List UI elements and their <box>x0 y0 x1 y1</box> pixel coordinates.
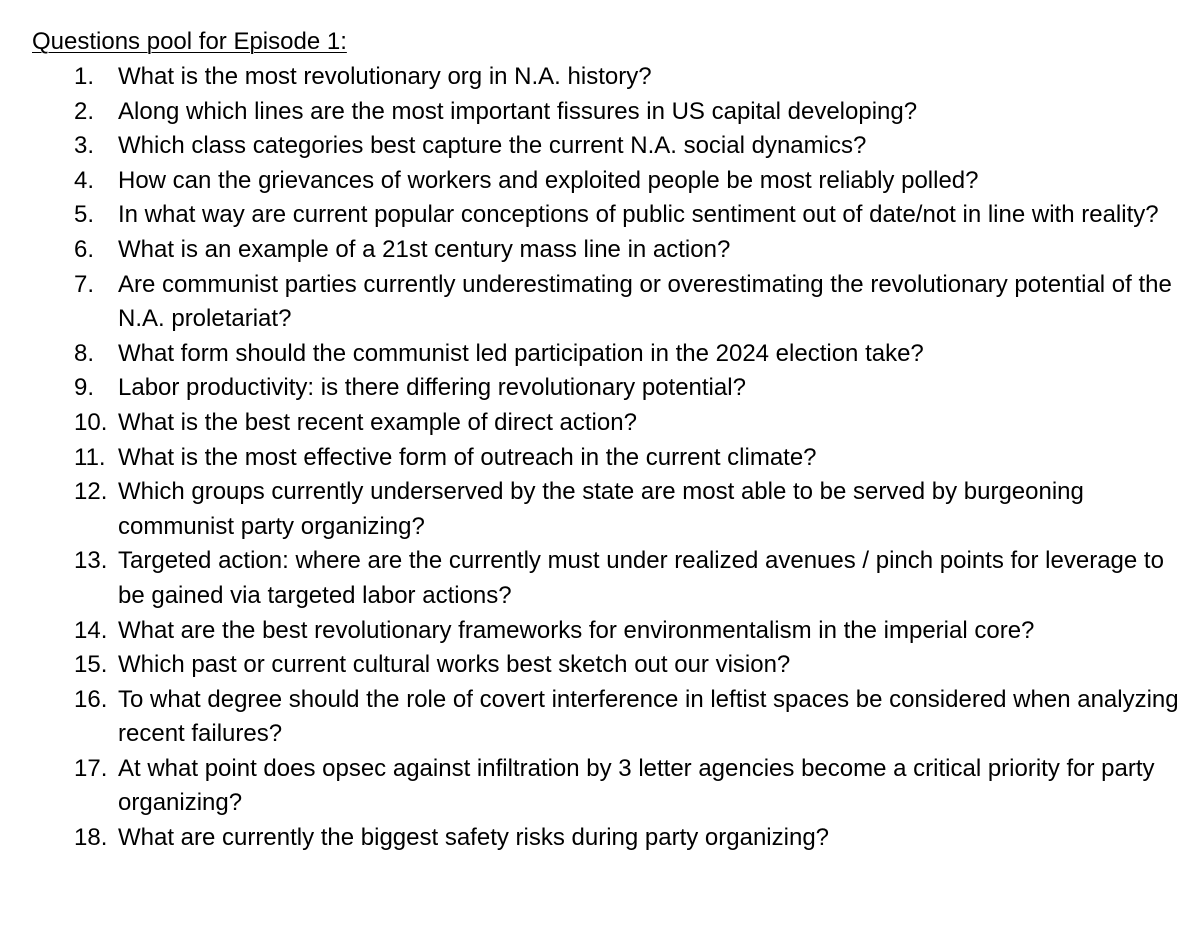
question-item <box>32 406 1182 441</box>
question-text: At what point does opsec against infiltration by 3 letter agencies become a critical priority for party organizing? <box>118 754 1155 817</box>
question-text: Targeted action: where are the currently must under realized avenues / pinch points for leverage to be gained via targeted labor actions? <box>118 547 1164 609</box>
question-text: Which groups currently underserved by the state are most able to be served by burgeoning communist party organizing? <box>118 478 1084 540</box>
question-number: 3. <box>74 132 95 160</box>
question-number: 8. <box>74 339 95 367</box>
question-number: 9. <box>74 374 95 402</box>
question-item <box>32 268 1182 337</box>
question-number: 4. <box>74 166 95 194</box>
question-text: In what way are current popular conceptions of public sentiment out of date/not in line with reality? <box>118 201 1159 229</box>
question-number: 10. <box>74 408 108 436</box>
question-text: What are the best revolutionary frameworks for environmentalism in the imperial core? <box>118 616 1035 644</box>
question-text: What are currently the biggest safety risks during party organizing? <box>118 824 830 852</box>
question-text: What is the most revolutionary org in N.A. history? <box>118 63 652 90</box>
question-number: 11. <box>74 443 106 471</box>
question-number: 2. <box>74 97 95 125</box>
question-item <box>32 164 1182 199</box>
question-text: How can the grievances of workers and exploited people be most reliably polled? <box>118 166 979 194</box>
question-number: 13. <box>74 547 108 575</box>
question-item <box>32 683 1182 752</box>
question-text: Along which lines are the most important fissures in US capital developing? <box>118 97 918 125</box>
questions-list <box>32 60 1182 856</box>
document-heading: Questions pool for Episode 1: <box>32 28 347 55</box>
question-number: 5. <box>74 201 95 229</box>
question-number: 17. <box>74 754 108 782</box>
question-item <box>32 371 1182 406</box>
question-item <box>32 752 1182 821</box>
question-text: Are communist parties currently underestimating or overestimating the revolutionary potential of the N.A. proletariat? <box>118 270 1172 333</box>
question-item <box>32 337 1182 372</box>
question-item <box>32 60 1182 95</box>
question-text: What is an example of a 21st century mass line in action? <box>118 235 731 263</box>
question-item <box>32 233 1182 268</box>
question-number: 14. <box>74 616 108 644</box>
question-number: 1. <box>74 63 95 90</box>
question-text: Which past or current cultural works best sketch out our vision? <box>118 651 791 679</box>
question-text: What form should the communist led participation in the 2024 election take? <box>118 339 924 367</box>
question-number: 18. <box>74 824 108 852</box>
question-number: 7. <box>74 270 95 298</box>
question-text: What is the most effective form of outreach in the current climate? <box>118 443 817 471</box>
question-text: Labor productivity: is there differing revolutionary potential? <box>118 374 746 402</box>
question-text: To what degree should the role of covert interference in leftist spaces be considered when analyzing recent failures? <box>118 685 1179 748</box>
question-item <box>32 614 1182 649</box>
question-item <box>32 441 1182 476</box>
question-item <box>32 198 1182 233</box>
question-number: 15. <box>74 651 108 679</box>
question-number: 12. <box>74 478 108 506</box>
question-number: 16. <box>74 685 108 713</box>
question-item <box>32 95 1182 130</box>
question-item <box>32 129 1182 164</box>
question-item <box>32 648 1182 683</box>
question-item <box>32 475 1182 544</box>
question-text: Which class categories best capture the current N.A. social dynamics? <box>118 132 867 160</box>
question-number: 6. <box>74 235 95 263</box>
question-item <box>32 544 1182 613</box>
document-page <box>32 24 1182 856</box>
question-item <box>32 821 1182 856</box>
question-text: What is the best recent example of direct action? <box>118 408 637 436</box>
